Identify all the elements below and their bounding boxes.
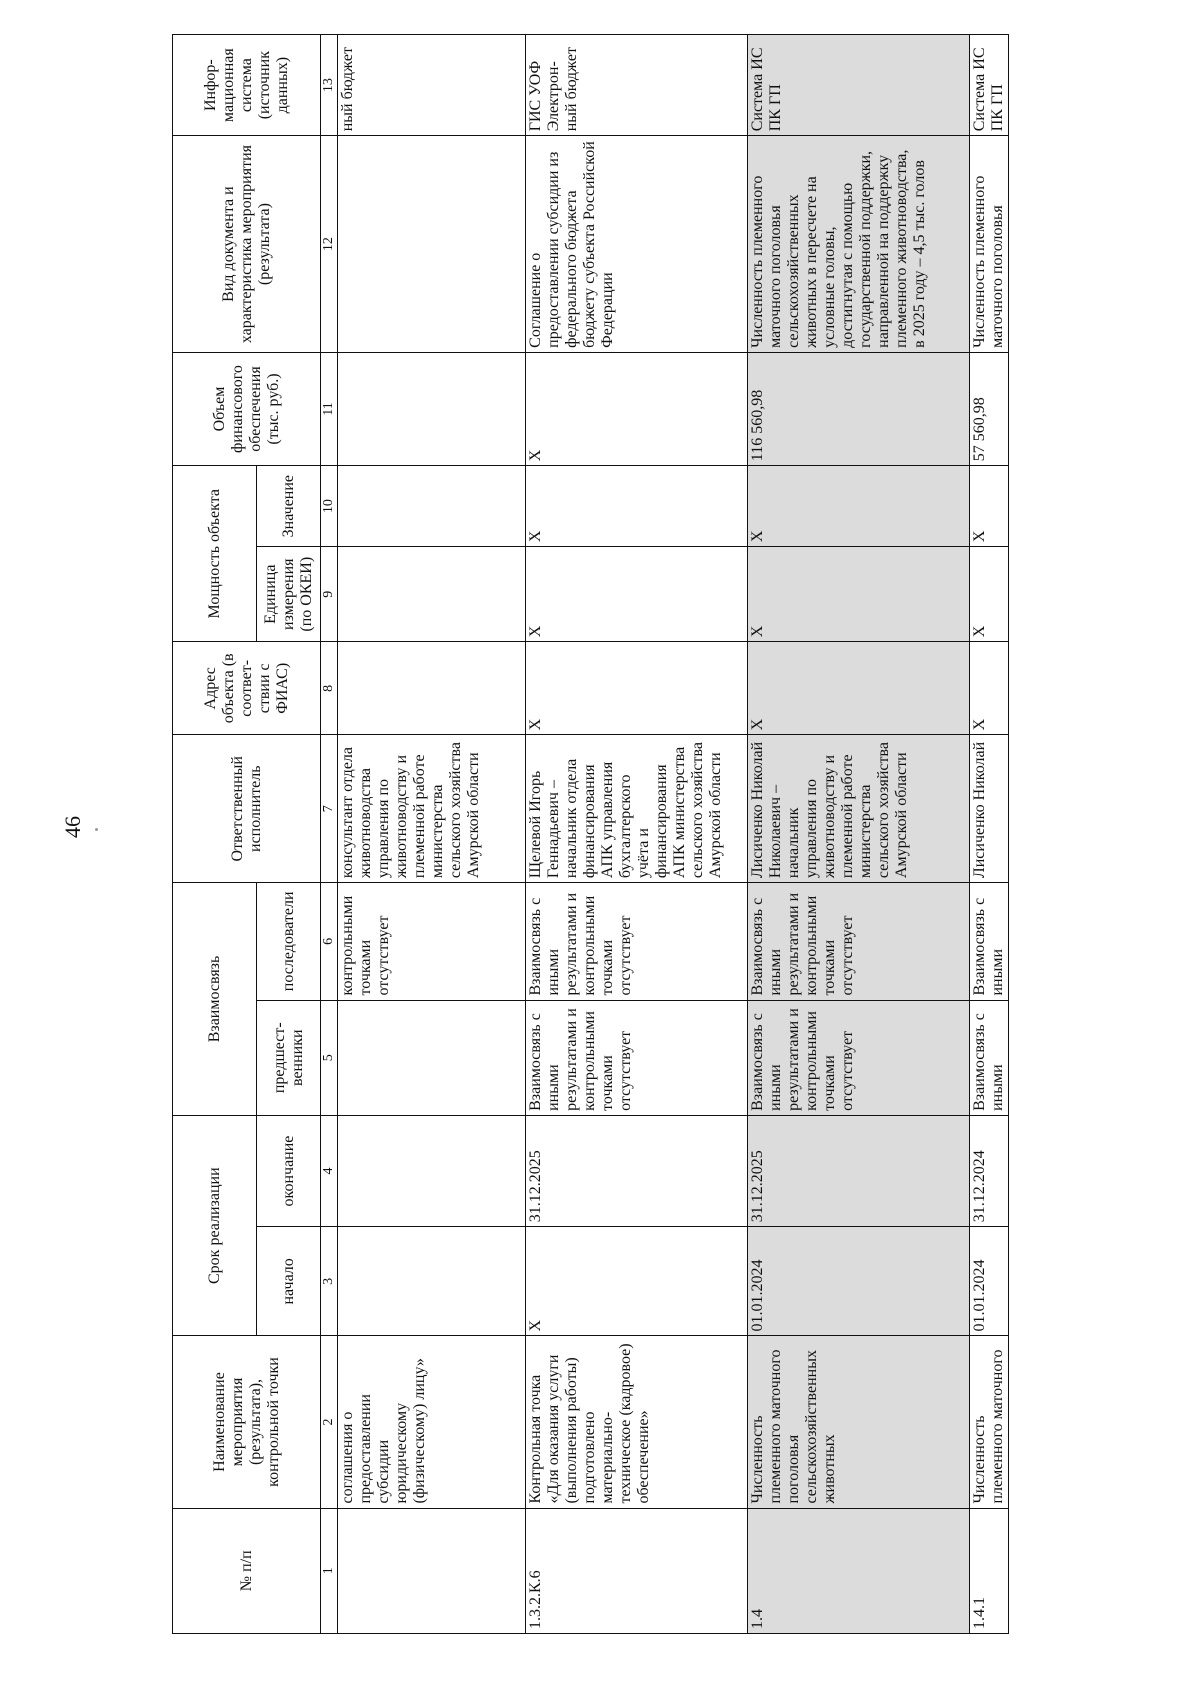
cell-predecessors: Взаимосвязь с иными <box>970 1000 1009 1115</box>
cell-end: 31.12.2025 <box>748 1115 970 1226</box>
header-end: окончание <box>257 1115 321 1226</box>
cell-start <box>338 1227 526 1336</box>
cell-info-system: Система ИС ПК ГП <box>970 35 1009 136</box>
cell-start: X <box>526 1227 748 1336</box>
cell-successors: Взаимосвязь с иными результатами и контрольными точками отсутствует <box>748 883 970 1000</box>
table-row <box>338 35 526 1634</box>
cell-number: 1.4.1 <box>970 1508 1009 1633</box>
cell-info-system: Система ИС ПК ГП <box>748 35 970 136</box>
header-predecessors: предшест-венники <box>257 1000 321 1115</box>
column-number: 11 <box>321 352 338 465</box>
cell-name: Численность племенного маточного <box>970 1336 1009 1508</box>
cell-address: X <box>970 642 1009 735</box>
header-number: № п/п <box>173 1508 321 1633</box>
cell-number: 1.4 <box>748 1508 970 1633</box>
column-number: 2 <box>321 1336 338 1508</box>
header-row-1 <box>173 35 257 1634</box>
cell-document: Численность племенного маточного поголовья сельскохозяйственных животных в пересчете на условные головы, достигнутая с помощью государственной поддержки, направленной на поддержку племенного животноводства, в 2025 году – 4,5 тыс. голов <box>748 136 970 353</box>
column-number: 10 <box>321 466 338 547</box>
cell-unit: X <box>970 547 1009 642</box>
header-name: Наименование мероприятия (результата), контрольной точки <box>173 1336 321 1508</box>
table-row <box>748 35 970 1634</box>
cell-value <box>338 466 526 547</box>
cell-document <box>338 136 526 353</box>
header-successors: последователи <box>257 883 321 1000</box>
header-term: Срок реализации <box>173 1115 257 1336</box>
column-number: 1 <box>321 1508 338 1633</box>
header-start: начало <box>257 1227 321 1336</box>
column-number-row <box>321 35 338 1634</box>
header-document: Вид документа и характеристика мероприятия (результата) <box>173 136 321 353</box>
column-number: 7 <box>321 735 338 883</box>
cell-start: 01.01.2024 <box>970 1227 1009 1336</box>
scan-speck <box>95 828 98 831</box>
cell-successors: контрольными точками отсутствует <box>338 883 526 1000</box>
cell-finance: X <box>526 352 748 465</box>
cell-info-system: ный бюджет <box>338 35 526 136</box>
column-number: 4 <box>321 1115 338 1226</box>
cell-address: X <box>526 642 748 735</box>
cell-start: 01.01.2024 <box>748 1227 970 1336</box>
cell-end: 31.12.2025 <box>526 1115 748 1226</box>
page-number: 46 <box>60 816 85 838</box>
cell-name: Численность племенного маточного поголовья сельскохозяйственных животных <box>748 1336 970 1508</box>
cell-value: X <box>970 466 1009 547</box>
cell-end: 31.12.2024 <box>970 1115 1009 1226</box>
header-finance: Объем финансового обеспечения (тыс. руб.) <box>173 352 321 465</box>
cell-value: X <box>748 466 970 547</box>
cell-unit: X <box>748 547 970 642</box>
cell-responsible: Лисиченко Николай Николаевич – начальник управления по животноводству и племенной работе министерства сельского хозяйства Амурской области <box>748 735 970 883</box>
column-number: 13 <box>321 35 338 136</box>
column-number: 5 <box>321 1000 338 1115</box>
cell-document: Соглашение о предоставлении субсидии из федерального бюджета бюджету субъекта Российской Федерации <box>526 136 748 353</box>
table-row <box>970 35 1009 1634</box>
header-address: Адрес объекта (в соответ-ствии с ФИАС) <box>173 642 321 735</box>
cell-unit: X <box>526 547 748 642</box>
header-info-system: Инфор-мационная система (источник данных) <box>173 35 321 136</box>
header-unit: Единица измерения (по ОКЕИ) <box>257 547 321 642</box>
column-number: 3 <box>321 1227 338 1336</box>
table-row <box>526 35 748 1634</box>
cell-responsible: консультант отдела животноводства управления по животноводству и племенной работе министерства сельского хозяйства Амурской области <box>338 735 526 883</box>
header-relation: Взаимосвязь <box>173 883 257 1116</box>
column-number: 12 <box>321 136 338 353</box>
cell-name: Контрольная точка «Для оказания услуги (выполнения работы) подготовлено материально-техническое (кадровое) обеспечение» <box>526 1336 748 1508</box>
cell-number: 1.3.2.К.6 <box>526 1508 748 1633</box>
cell-address: X <box>748 642 970 735</box>
cell-finance: 116 560,98 <box>748 352 970 465</box>
header-value: Значение <box>257 466 321 547</box>
cell-finance: 57 560,98 <box>970 352 1009 465</box>
cell-address <box>338 642 526 735</box>
cell-info-system: ГИС УОФ Электрон-ный бюджет <box>526 35 748 136</box>
cell-document: Численность племенного маточного поголовья <box>970 136 1009 353</box>
cell-finance <box>338 352 526 465</box>
cell-unit <box>338 547 526 642</box>
cell-predecessors: Взаимосвязь с иными результатами и контрольными точками отсутствует <box>748 1000 970 1115</box>
cell-value: X <box>526 466 748 547</box>
column-number: 8 <box>321 642 338 735</box>
cell-name: соглашения о предоставлении субсидии юридическому (физическому) лицу» <box>338 1336 526 1508</box>
rotated-table-container <box>172 34 1160 1634</box>
cell-number <box>338 1508 526 1633</box>
header-capacity: Мощность объекта <box>173 466 257 642</box>
cell-successors: Взаимосвязь с иными <box>970 883 1009 1000</box>
cell-predecessors: Взаимосвязь с иными результатами и контрольными точками отсутствует <box>526 1000 748 1115</box>
cell-responsible: Лисиченко Николай <box>970 735 1009 883</box>
column-number: 6 <box>321 883 338 1000</box>
header-responsible: Ответственный исполнитель <box>173 735 321 883</box>
column-number: 9 <box>321 547 338 642</box>
plan-table <box>172 34 1009 1634</box>
cell-successors: Взаимосвязь с иными результатами и контрольными точками отсутствует <box>526 883 748 1000</box>
cell-predecessors <box>338 1000 526 1115</box>
cell-responsible: Щелевой Игорь Геннадьевич – начальник отдела финансирования АПК управления бухгалтерского учёта и финансирования АПК министерства сельского хозяйства Амурской области <box>526 735 748 883</box>
cell-end <box>338 1115 526 1226</box>
